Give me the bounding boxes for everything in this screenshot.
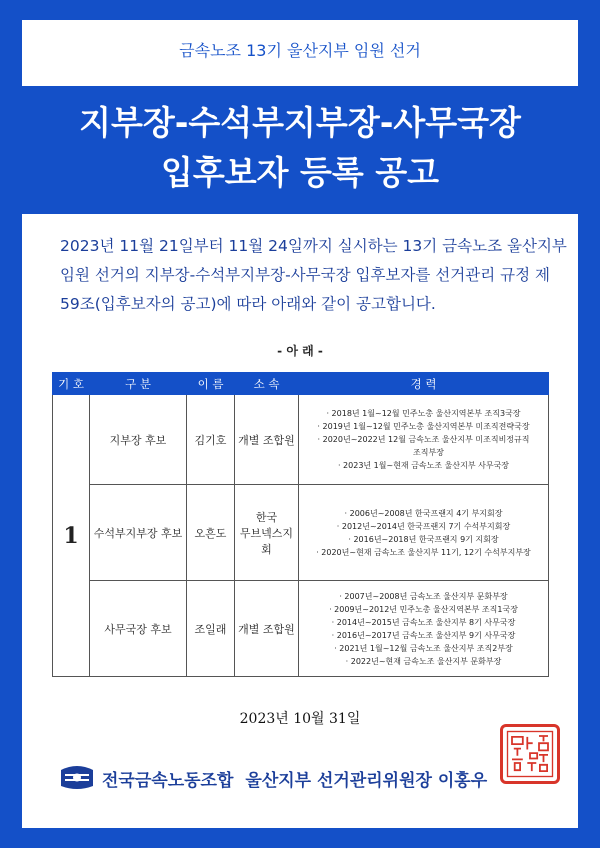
career-cell (299, 395, 549, 485)
career-item: · 2007년~2008년 금속노조 울산지부 문화부장 (339, 591, 508, 601)
career-item: · 2020년~2022년 12월 금속노조 울산지부 미조직비정규직 (317, 435, 530, 444)
career-item: · 2014년~2015년 금속노조 울산지부 8기 사무국장 (331, 617, 516, 627)
career-item: · 2018년 1월~12월 민주노총 울산지역본부 조직3국장 (326, 409, 521, 418)
career-item: · 2022년~현재 금속노조 울산지부 문화부장 (345, 656, 502, 666)
affiliation-text: 개별 조합원 (238, 622, 295, 636)
header-role: 구 분 (90, 373, 187, 395)
footer-org: 전국금속노동조합 (102, 771, 234, 791)
affiliation-text: 무브넥스지회 (239, 526, 294, 556)
affiliation-text: 한국 (255, 510, 278, 524)
table-row (53, 581, 549, 677)
career-item: 조직부장 (413, 448, 444, 457)
candidate-table (52, 372, 549, 677)
header-number: 기 호 (53, 373, 90, 395)
table-header-row (53, 373, 549, 395)
title-line-2: 입후보자 등록 공고 (160, 153, 439, 192)
career-item: · 2019년 1월~12월 민주노총 울산지역본부 미조직전략국장 (317, 422, 530, 431)
title-line-1: 지부장-수석부지부장-사무국장 (79, 103, 521, 142)
career-item: · 2023년 1월~현재 금속노조 울산지부 사무국장 (337, 461, 510, 470)
footer (58, 758, 558, 798)
header-affiliation: 소 속 (235, 373, 299, 395)
footer-signature (102, 766, 487, 791)
affiliation-cell (235, 395, 299, 485)
official-seal-stamp (500, 724, 560, 784)
name-cell: 김기호 (187, 395, 235, 485)
body-line-2: 임원 선거의 지부장-수석부지부장-사무국장 입후보자를 선거관리 규정 제 (60, 266, 550, 284)
candidate-number: 1 (53, 395, 90, 677)
career-cell (299, 581, 549, 677)
affiliation-cell (235, 581, 299, 677)
career-item: · 2009년~2012년 민주노총 울산지역본부 조직1국장 (329, 604, 518, 614)
footer-signatory: 울산지부 선거관리위원장 이홍우 (245, 771, 488, 791)
role-cell: 지부장 후보 (90, 395, 187, 485)
title-band (22, 86, 578, 214)
header-career: 경 력 (299, 373, 549, 395)
union-logo-icon (58, 762, 96, 792)
section-label: - 아 래 - (277, 344, 323, 358)
affiliation-text: 개별 조합원 (238, 433, 295, 447)
name-cell: 조일래 (187, 581, 235, 677)
table-row (53, 485, 549, 581)
career-item: · 2020년~현재 금속노조 울산지부 11기, 12기 수석부지부장 (316, 547, 531, 557)
header-name: 이 름 (187, 373, 235, 395)
career-item: · 2016년~2018년 한국프랜지 9기 지회장 (348, 534, 499, 544)
career-item: · 2012년~2014년 한국프랜지 7기 수석부지회장 (336, 521, 511, 531)
notice-date: 2023년 10월 31일 (239, 711, 361, 727)
notice-subtitle: 금속노조 13기 울산지부 임원 선거 (179, 41, 421, 60)
notice-sheet (22, 20, 578, 828)
table-row (53, 395, 549, 485)
body-line-1: 2023년 11월 21일부터 11월 24일까지 실시하는 13기 금속노조 울산지부 (60, 237, 567, 255)
body-line-3: 59조(입후보자의 공고)에 따라 아래와 같이 공고합니다. (60, 295, 436, 313)
career-item: · 2021년 1월~12월 금속노조 울산지부 조직2부장 (334, 643, 513, 653)
name-cell: 오흔도 (187, 485, 235, 581)
career-item: · 2006년~2008년 한국프랜지 4기 부지회장 (344, 508, 503, 518)
role-cell: 사무국장 후보 (90, 581, 187, 677)
career-item: · 2016년~2017년 금속노조 울산지부 9기 사무국장 (331, 630, 516, 640)
role-cell: 수석부지부장 후보 (90, 485, 187, 581)
affiliation-cell (235, 485, 299, 581)
career-cell (299, 485, 549, 581)
notice-body (60, 232, 567, 319)
